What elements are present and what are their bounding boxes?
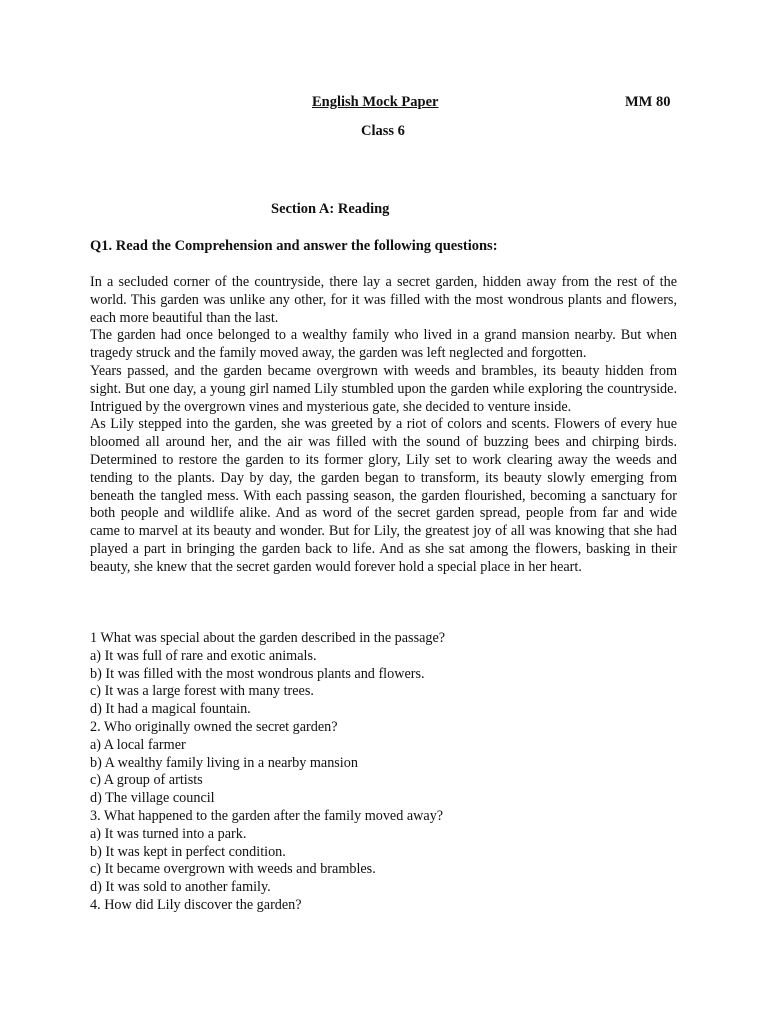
answer-option: b) It was kept in perfect condition. — [90, 843, 286, 860]
answer-option: b) It was filled with the most wondrous plants and flowers. — [90, 665, 425, 682]
passage-paragraph: In a secluded corner of the countryside, there lay a secret garden, hidden away from the rest of the world. This garden was unlike any other, for it was filled with the most wondrous plants and flowers, each more beautiful than the last. — [90, 274, 677, 326]
question-text: 1 What was special about the garden described in the passage? — [90, 630, 446, 646]
answer-option: a) It was turned into a park. — [90, 825, 247, 842]
answer-option: c) It became overgrown with weeds and brambles. — [90, 861, 376, 878]
question-1-heading: Q1. Read the Comprehension and answer the following questions: — [90, 238, 498, 254]
class-label: Class 6 — [361, 123, 405, 139]
question-text: 2. Who originally owned the secret garden? — [90, 718, 338, 735]
answer-option: c) A group of artists — [90, 772, 203, 789]
comprehension-passage — [90, 274, 677, 577]
answer-option: a) A local farmer — [90, 736, 186, 753]
passage-paragraph: As Lily stepped into the garden, she was greeted by a riot of colors and scents. Flowers of every hue bloomed all around her, and the air was filled with the sound of buzzing bees and chirping birds. Determined to restore the garden to its former glory, Lily set to work clearing away the weeds and tending to the plants. Day by day, the garden began to transform, its beauty slowly emerging from beneath the tangled mess. With each passing season, the garden flourished, becoming a sanctuary for both people and wildlife alike. And as word of the secret garden spread, people from far and wide came to marvel at its beauty and wonder. But for Lily, the greatest joy of all was knowing that she had played a part in bringing the garden back to life. And as she sat among the flowers, basking in their beauty, she knew that the secret garden would forever hold a special place in her heart. — [90, 416, 677, 575]
answer-option: d) It was sold to another family. — [90, 879, 271, 896]
answer-option: a) It was full of rare and exotic animals. — [90, 647, 317, 664]
section-title: Section A: Reading — [271, 201, 390, 217]
passage-paragraph: Years passed, and the garden became overgrown with weeds and brambles, its beauty hidden from sight. But one day, a young girl named Lily stumbled upon the garden while exploring the countryside. Intrigued by the overgrown vines and mysterious gate, she decided to venture inside. — [90, 362, 677, 415]
paper-title: English Mock Paper — [312, 94, 439, 110]
answer-option: d) The village council — [90, 790, 215, 807]
answer-option: b) A wealthy family living in a nearby mansion — [90, 754, 358, 771]
question-text: 3. What happened to the garden after the family moved away? — [90, 807, 444, 824]
passage-paragraph: The garden had once belonged to a wealthy family who lived in a grand mansion nearby. But when tragedy struck and the family moved away, the garden was left neglected and forgotten. — [90, 327, 677, 362]
answer-option: c) It was a large forest with many trees. — [90, 683, 314, 700]
max-marks: MM 80 — [625, 94, 671, 110]
question-list — [90, 630, 677, 915]
question-text: 4. How did Lily discover the garden? — [90, 896, 302, 913]
answer-option: d) It had a magical fountain. — [90, 701, 251, 718]
